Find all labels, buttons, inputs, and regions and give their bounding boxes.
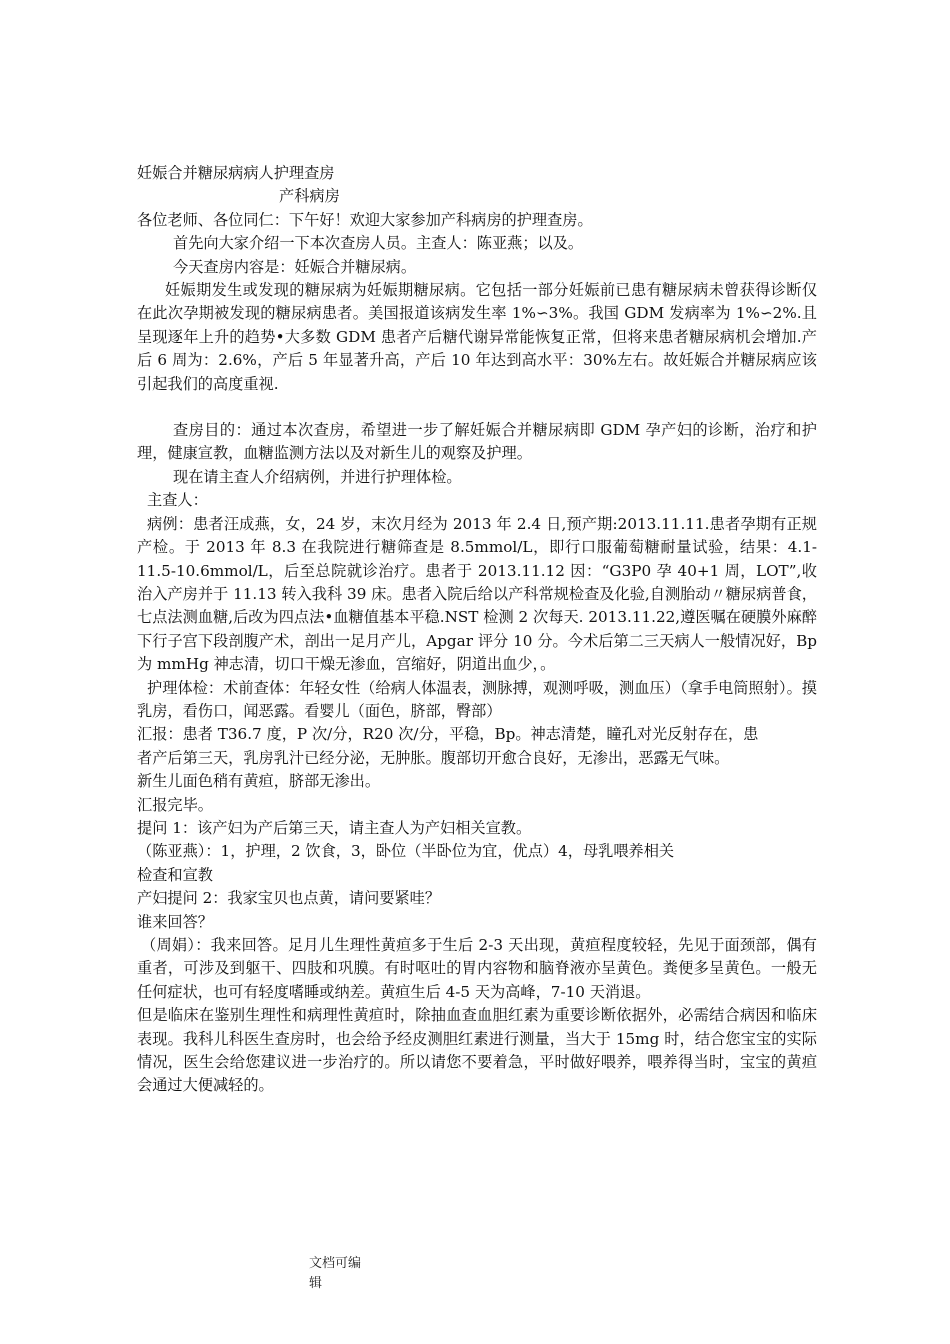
report-line-2: 者产后第三天，乳房乳汁已经分泌，无肿胀。腹部切开愈合良好，无渗出，恶露无气味。 bbox=[137, 748, 730, 767]
doc-title: 妊娠合并糖尿病病人护理查房 bbox=[137, 164, 335, 182]
purpose-paragraph: 查房目的：通过本次查房，希望进一步了解妊娠合并糖尿病即 GDM 孕产妇的诊断，治疗和护理，健康宣教，血糖监测方法以及对新生儿的观察及护理。 bbox=[137, 421, 817, 463]
question-2: 产妇提问 2：我家宝贝也点黄，请问要紧哇？ bbox=[137, 889, 441, 908]
greeting: 各位老师、各位同仁：下午好！欢迎大家参加产科病房的护理查房。 bbox=[137, 210, 593, 229]
question-1: 提问 1：该产妇为产后第三天，请主查人为产妇相关宣教。 bbox=[137, 818, 532, 837]
exam-paragraph: 护理体检：术前查体：年轻女性（给病人体温表，测脉搏，观测呼吸，测血压）（拿手电筒照射）。摸乳房，看伤口，闻恶露。看婴儿（面色，脐部，臀部） bbox=[137, 678, 817, 720]
presenter-label: 主查人： bbox=[147, 491, 208, 510]
answer-1-line-1: （陈亚燕）：1，护理，2 饮食，3，卧位（半卧位为宜，优点）4，母乳喂养相关 bbox=[137, 842, 675, 861]
case-paragraph: 病例：患者汪成燕，女，24 岁，末次月经为 2013 年 2.4 日,预产期:2013.11.11.患者孕期有正规产检。于 2013 年 8.3 在我院进行糖筛查是 8.5mmol/L，即行口服葡萄糖耐量试验，结果：4.1-11.5-10.6mmol/L，后至总院就诊治疗。患者于 2013.11.12 因：“G3P0 孕 40+1 周，LOT”,收治入产房并于 11.13 转入我科 39 床。患者入院后给以产科常规检查及化验,自测胎动〃糖尿病普食，七点法测血糖,后改为四点法•血糖值基本平稳.NST 检测 2 次每天. 2013.11.22,遵医嘱在硬膜外麻醉下行子宫下段剖腹产术，剖出一足月产儿，Apgar 评分 10 分。今术后第二三天病人一般情况好，Bp 为 mmHg 神志清，切口干燥无渗血，宫缩好，阴道出血少，。 bbox=[137, 514, 817, 674]
answer-2-paragraph: （周娟）：我来回答。足月儿生理性黄疸多于生后 2-3 天出现，黄疸程度较轻，先见于面颈部，偶有重者，可涉及到躯干、四肢和巩膜。有时呕吐的胃内容物和脑脊液亦呈黄色。粪便多呈黄色。一般无任何症状，也可有轻度嗜睡或纳差。黄疸生后 4-5 天为高峰，7-10 天消退。 bbox=[137, 936, 817, 1001]
report-line-1: 汇报：患者 T36.7 度，P 次/分，R20 次/分，平稳，Bp。神志清楚，瞳孔对光反射存在，患 bbox=[137, 725, 759, 744]
blank-line bbox=[137, 396, 817, 419]
answer-1-line-2: 检查和宣教 bbox=[137, 865, 213, 884]
footer-note: 文档可编辑 bbox=[309, 1256, 362, 1291]
topic-paragraph: 今天查房内容是：妊娠合并糖尿病。 bbox=[173, 257, 416, 276]
who-answers: 谁来回答？ bbox=[137, 912, 213, 931]
invite-paragraph: 现在请主查人介绍病例，并进行护理体检。 bbox=[173, 467, 462, 486]
definition-paragraph: 妊娠期发生或发现的糖尿病为妊娠期糖尿病。它包括一部分妊娠前已患有糖尿病未曾获得诊断仅在此次孕期被发现的糖尿病患者。美国报道该病发生率 1%∽3%。我国 GDM 发病率为 1%∽2%.且呈现逐年上升的趋势•大多数 GDM 患者产后糖代谢异常能恢复正常，但将来患者糖尿病机会增加.产后 6 周为：2.6%，产后 5 年显著升高，产后 10 年达到高水平：30%左右。故妊娠合并糖尿病应该引起我们的高度重视. bbox=[137, 281, 817, 393]
answer-2-continued: 但是临床在鉴别生理性和病理性黄疸时，除抽血查血胆红素为重要诊断依据外，必需结合病因和临床表现。我科儿科医生查房时，也会给予经皮测胆红素进行测量，当大于 15mg 时，结合您宝宝的实际情况，医生会给您建议进一步治疗的。所以请您不要着急，平时做好喂养，喂养得当时，宝宝的黄疸会通过大便减轻的。 bbox=[137, 1006, 817, 1095]
report-done: 汇报完毕。 bbox=[137, 795, 213, 814]
report-line-3: 新生儿面色稍有黄疸，脐部无渗出。 bbox=[137, 772, 380, 791]
doc-subtitle: 产科病房 bbox=[279, 187, 340, 206]
intro-paragraph: 首先向大家介绍一下本次查房人员。主查人：陈亚燕；以及。 bbox=[173, 234, 584, 253]
document-body bbox=[137, 162, 817, 1098]
